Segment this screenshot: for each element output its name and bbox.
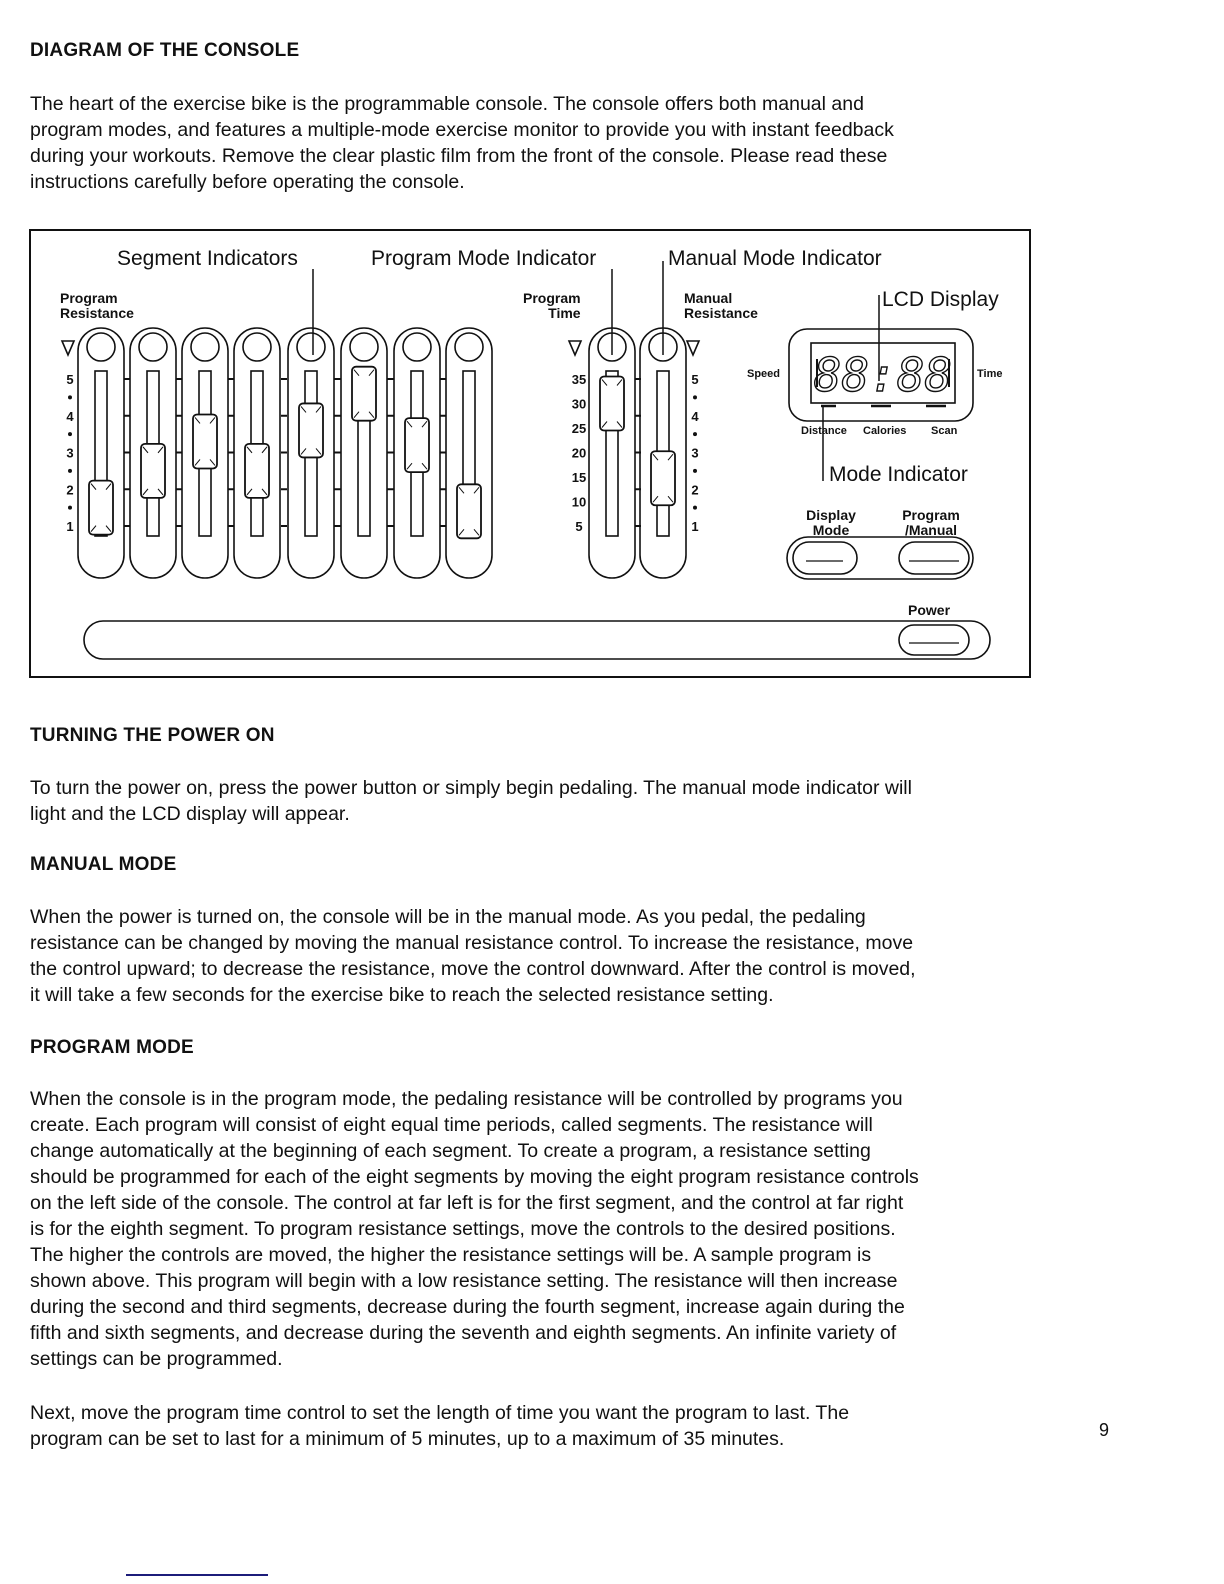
- segment-1-slider-indicator-icon: [87, 333, 115, 361]
- time-scale-label: 10: [571, 494, 587, 510]
- label-line: Program: [523, 290, 581, 306]
- label-program-resistance: [60, 291, 134, 321]
- scale-label: 5: [66, 372, 74, 387]
- manual-resistance-slider-knob[interactable]: [651, 451, 675, 505]
- scale-dot: [693, 395, 697, 399]
- manual-mode-paragraph: [30, 904, 1040, 1008]
- text-line: shown above. This program will begin with a low resistance setting. The resistance will then increase: [30, 1270, 898, 1292]
- time-scale-label: 30: [571, 396, 587, 412]
- segment-3-slider-knob[interactable]: [193, 414, 217, 468]
- text-line: is for the eighth segment. To program resistance settings, move the controls to the desired positions.: [30, 1218, 896, 1240]
- text-line: create. Each program will consist of eight equal time periods, called segments. The resistance will: [30, 1114, 873, 1136]
- callout-manual-mode-indicator: Manual Mode Indicator: [668, 247, 882, 270]
- manual-scale-label: 5: [691, 372, 699, 387]
- scale-dot: [68, 506, 72, 510]
- callout-mode-indicator: Mode Indicator: [829, 463, 968, 486]
- time-scale-label: 25: [571, 421, 587, 436]
- segment-6-slider-knob[interactable]: [352, 367, 376, 421]
- label-line: Resistance: [684, 305, 758, 321]
- scale-dot: [68, 395, 72, 399]
- text-line: program can be set to last for a minimum of 5 minutes, up to a maximum of 35 minutes.: [30, 1428, 785, 1450]
- label-power: Power: [908, 602, 951, 618]
- segment-7-slider-indicator-icon: [403, 333, 431, 361]
- segment-1-slider-knob[interactable]: [89, 481, 113, 535]
- lcd-digits: 88:88: [813, 348, 953, 402]
- text-line: it will take a few seconds for the exercise bike to reach the selected resistance setting.: [30, 984, 774, 1006]
- label-display-mode: [801, 508, 861, 538]
- manual-scale-label: 3: [691, 445, 699, 461]
- callout-program-mode-indicator: Program Mode Indicator: [371, 247, 597, 270]
- lcd-label-scan: Scan: [931, 425, 958, 437]
- program-time-slider-knob[interactable]: [600, 377, 624, 431]
- label-manual-resistance: [684, 291, 758, 321]
- lcd-label-distance: Distance: [801, 425, 847, 437]
- scale-label: 3: [66, 445, 74, 461]
- scale-label: 1: [66, 519, 74, 534]
- label-line: Program: [902, 507, 960, 523]
- power-paragraph: [30, 775, 1040, 827]
- segment-4-slider-knob[interactable]: [245, 444, 269, 498]
- page-number: 9: [1099, 1420, 1110, 1440]
- time-scale-label: 35: [571, 372, 587, 387]
- text-line: fifth and sixth segments, and decrease during the seventh and eighth segments. An infinite variety of: [30, 1322, 897, 1344]
- segment-8-slider-indicator-icon: [455, 333, 483, 361]
- text-line: the control upward; to decrease the resistance, move the control downward. After the control is moved,: [30, 958, 916, 980]
- down-arrow-icon: [687, 341, 699, 355]
- segment-1-slider-housing: [78, 328, 124, 578]
- text-line: When the console is in the program mode, the pedaling resistance will be controlled by programs you: [30, 1088, 903, 1110]
- manual-scale-label: 1: [691, 519, 699, 534]
- scale-dot: [68, 469, 72, 473]
- section-heading-diagram: DIAGRAM OF THE CONSOLE: [30, 40, 300, 61]
- text-line: Next, move the program time control to set the length of time you want the program to last. The: [30, 1402, 850, 1424]
- label-line: Time: [548, 305, 581, 321]
- lcd-label-speed: Speed: [747, 368, 781, 380]
- console-diagram: [29, 229, 1031, 678]
- section-heading-power: TURNING THE POWER ON: [30, 725, 275, 746]
- program-mode-paragraph: [30, 1086, 1040, 1372]
- program-time-paragraph: [30, 1400, 1040, 1452]
- scale-dot: [68, 432, 72, 436]
- display-mode-button[interactable]: [791, 541, 857, 575]
- time-scale-label: 15: [571, 470, 587, 485]
- time-scale-label: 20: [571, 445, 587, 461]
- text-line: To turn the power on, press the power button or simply begin pedaling. The manual mode indicator will: [30, 777, 912, 799]
- text-line: When the power is turned on, the console will be in the manual mode. As you pedal, the pedaling: [30, 906, 866, 928]
- text-line: light and the LCD display will appear.: [30, 803, 350, 825]
- segment-6-slider-housing: [341, 328, 387, 578]
- text-line: during the second and third segments, decrease during the fourth segment, increase again during the: [30, 1296, 905, 1318]
- lcd-label-time: Time: [977, 368, 1003, 380]
- label-line: /Manual: [904, 522, 958, 538]
- text-line: on the left side of the console. The control at far left is for the first segment, and the control at far right: [30, 1192, 904, 1214]
- segment-6-slider-indicator-icon: [350, 333, 378, 361]
- segment-2-slider-indicator-icon: [139, 333, 167, 361]
- segment-2-slider-knob[interactable]: [141, 444, 165, 498]
- text-line: during your workouts. Remove the clear plastic film from the front of the console. Please read these: [30, 145, 888, 167]
- label-line: Manual: [684, 290, 733, 306]
- text-line: The heart of the exercise bike is the programmable console. The console offers both manual and: [30, 93, 864, 115]
- segment-8-slider-knob[interactable]: [457, 484, 481, 538]
- section-heading-manual-mode: MANUAL MODE: [30, 854, 177, 875]
- label-line: Resistance: [60, 305, 134, 321]
- program-manual-button[interactable]: [897, 541, 969, 575]
- text-line: program modes, and features a multiple-mode exercise monitor to provide you with instant feedback: [30, 119, 894, 141]
- down-arrow-icon: [62, 341, 74, 355]
- text-line: should be programmed for each of the eight segments by moving the eight program resistance controls: [30, 1166, 919, 1188]
- program-time-slider-housing: [589, 328, 635, 578]
- text-line: The higher the controls are moved, the higher the resistance settings will be. A sample program is: [30, 1244, 872, 1266]
- scale-label: 2: [66, 482, 74, 498]
- scale-dot: [693, 506, 697, 510]
- bottom-bar: [84, 621, 990, 659]
- time-scale-label: 5: [575, 519, 583, 534]
- label-program-time: [523, 291, 581, 321]
- segment-5-slider-indicator-icon: [297, 333, 325, 361]
- label-line: Mode: [812, 522, 850, 538]
- callout-lcd-display: LCD Display: [882, 288, 999, 311]
- down-arrow-icon: [569, 341, 581, 355]
- text-line: instructions carefully before operating the console.: [30, 171, 465, 193]
- manual-scale-label: 2: [691, 482, 699, 498]
- segment-7-slider-knob[interactable]: [405, 418, 429, 472]
- text-line: resistance can be changed by moving the manual resistance control. To increase the resistance, move: [30, 932, 914, 954]
- label-line: Display: [806, 507, 856, 523]
- segment-4-slider-indicator-icon: [243, 333, 271, 361]
- scale-dot: [693, 469, 697, 473]
- text-line: settings can be programmed.: [30, 1348, 283, 1370]
- label-line: Program: [60, 290, 118, 306]
- lcd-label-calories: Calories: [863, 425, 907, 437]
- label-program-manual: [891, 508, 971, 538]
- scale-dot: [693, 432, 697, 436]
- intro-paragraph: [30, 91, 1040, 195]
- scale-label: 4: [66, 408, 74, 424]
- power-button[interactable]: [897, 623, 969, 657]
- footer-rule: [126, 1574, 268, 1576]
- callout-segment-indicators: Segment Indicators: [117, 247, 298, 270]
- manual-scale-label: 4: [691, 408, 699, 424]
- text-line: change automatically at the beginning of each segment. To create a program, a resistance setting: [30, 1140, 871, 1162]
- section-heading-program-mode: PROGRAM MODE: [30, 1037, 194, 1058]
- segment-5-slider-knob[interactable]: [299, 403, 323, 457]
- segment-8-slider-housing: [446, 328, 492, 578]
- segment-3-slider-indicator-icon: [191, 333, 219, 361]
